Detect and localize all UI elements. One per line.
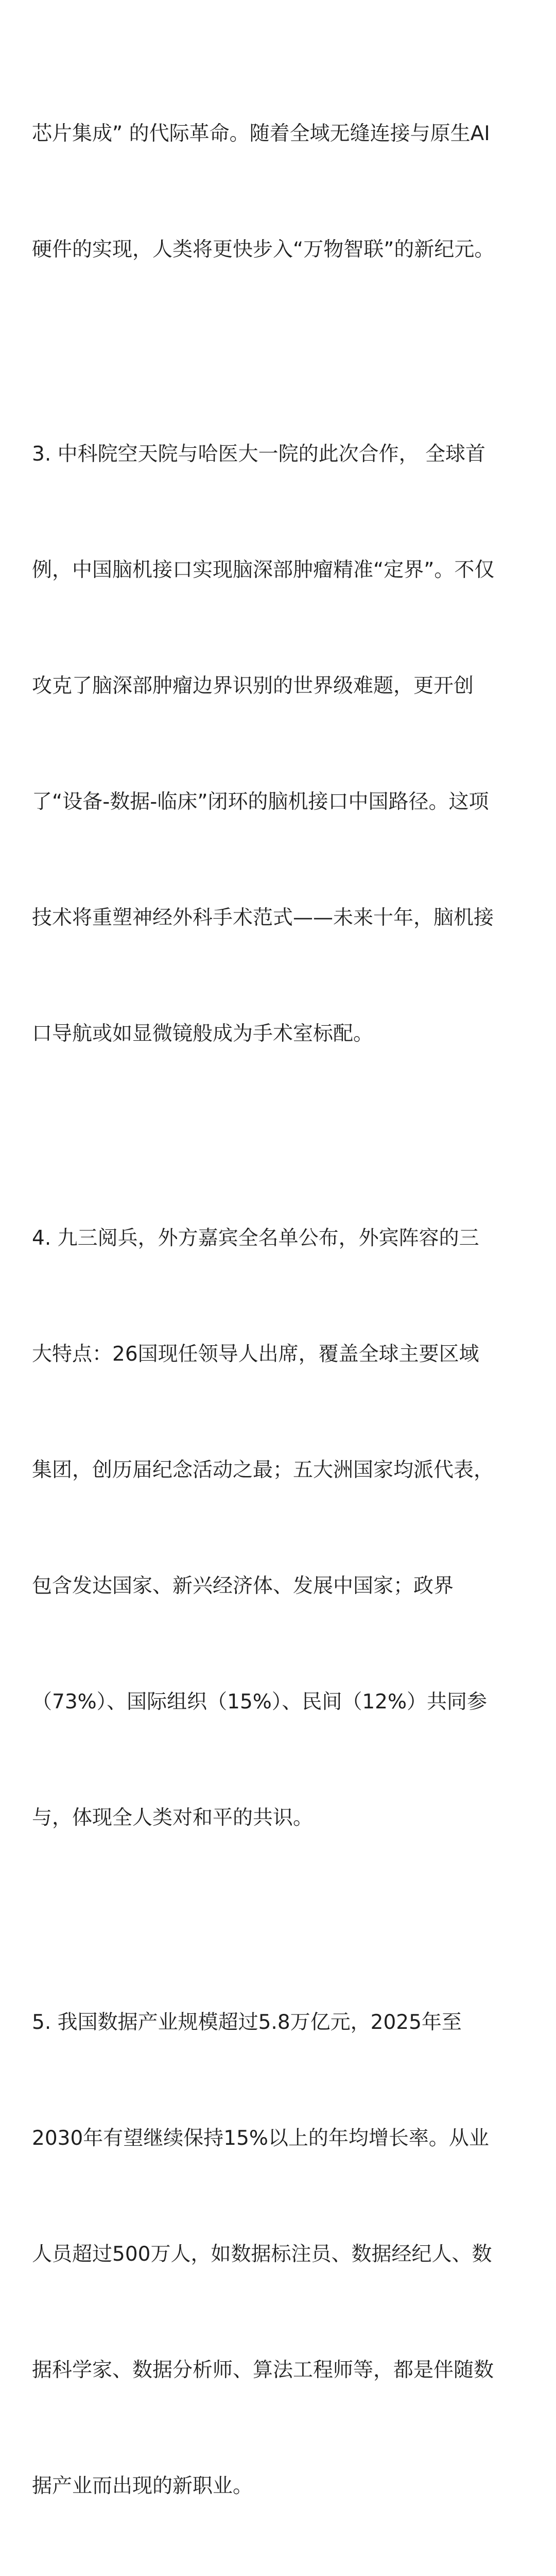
article-body	[32, 37, 529, 2576]
text-line: 2030年有望继续保持15%以上的年均增长率。从业	[32, 2127, 489, 2150]
paragraph-item-5	[32, 1926, 529, 2576]
text-line: 芯片集成” 的代际革命。随着全域无缝连接与原生AI	[32, 122, 490, 145]
text-line: 人员超过500万人，如数据标注员、数据经纪人、数	[32, 2243, 492, 2266]
text-line: 据产业而出现的新职业。	[32, 2475, 253, 2498]
text-line: 包含发达国家、新兴经济体、发展中国家；政界	[32, 1574, 454, 1598]
text-line: 技术将重塑神经外科手术范式——未来十年，脑机接	[32, 906, 494, 929]
text-line: 口导航或如显微镜般成为手术室标配。	[32, 1022, 374, 1045]
text-line: 大特点：26国现任领导人出席，覆盖全球主要区域	[32, 1343, 479, 1366]
text-line: 3. 中科院空天院与哈医大一院的此次合作， 全球首	[32, 443, 486, 466]
text-line: 据科学家、数据分析师、算法工程师等，都是伴随数	[32, 2359, 494, 2382]
text-line: 例，中国脑机接口实现脑深部肿瘤精准“定界”。不仅	[32, 558, 495, 582]
text-line: 了“设备-数据-临床”闭环的脑机接口中国路径。这项	[32, 790, 489, 814]
text-line: 5. 我国数据产业规模超过5.8万亿元，2025年至	[32, 2011, 462, 2034]
text-line: 硬件的实现，人类将更快步入“万物智联”的新纪元。	[32, 238, 495, 261]
text-line: 4. 九三阅兵，外方嘉宾全名单公布，外宾阵容的三	[32, 1227, 479, 1250]
paragraph-item-3	[32, 358, 529, 1130]
text-line: 攻克了脑深部肿瘤边界识别的世界级难题，更开创	[32, 674, 474, 698]
text-line: （73%）、国际组织（15%）、民间（12%）共同参	[32, 1690, 488, 1714]
text-line: 集团，创历届纪念活动之最；五大洲国家均派代表，	[32, 1459, 494, 1482]
text-line: 与，体现全人类对和平的共识。	[32, 1806, 314, 1829]
paragraph-continuation	[32, 37, 529, 346]
paragraph-item-4	[32, 1142, 529, 1914]
